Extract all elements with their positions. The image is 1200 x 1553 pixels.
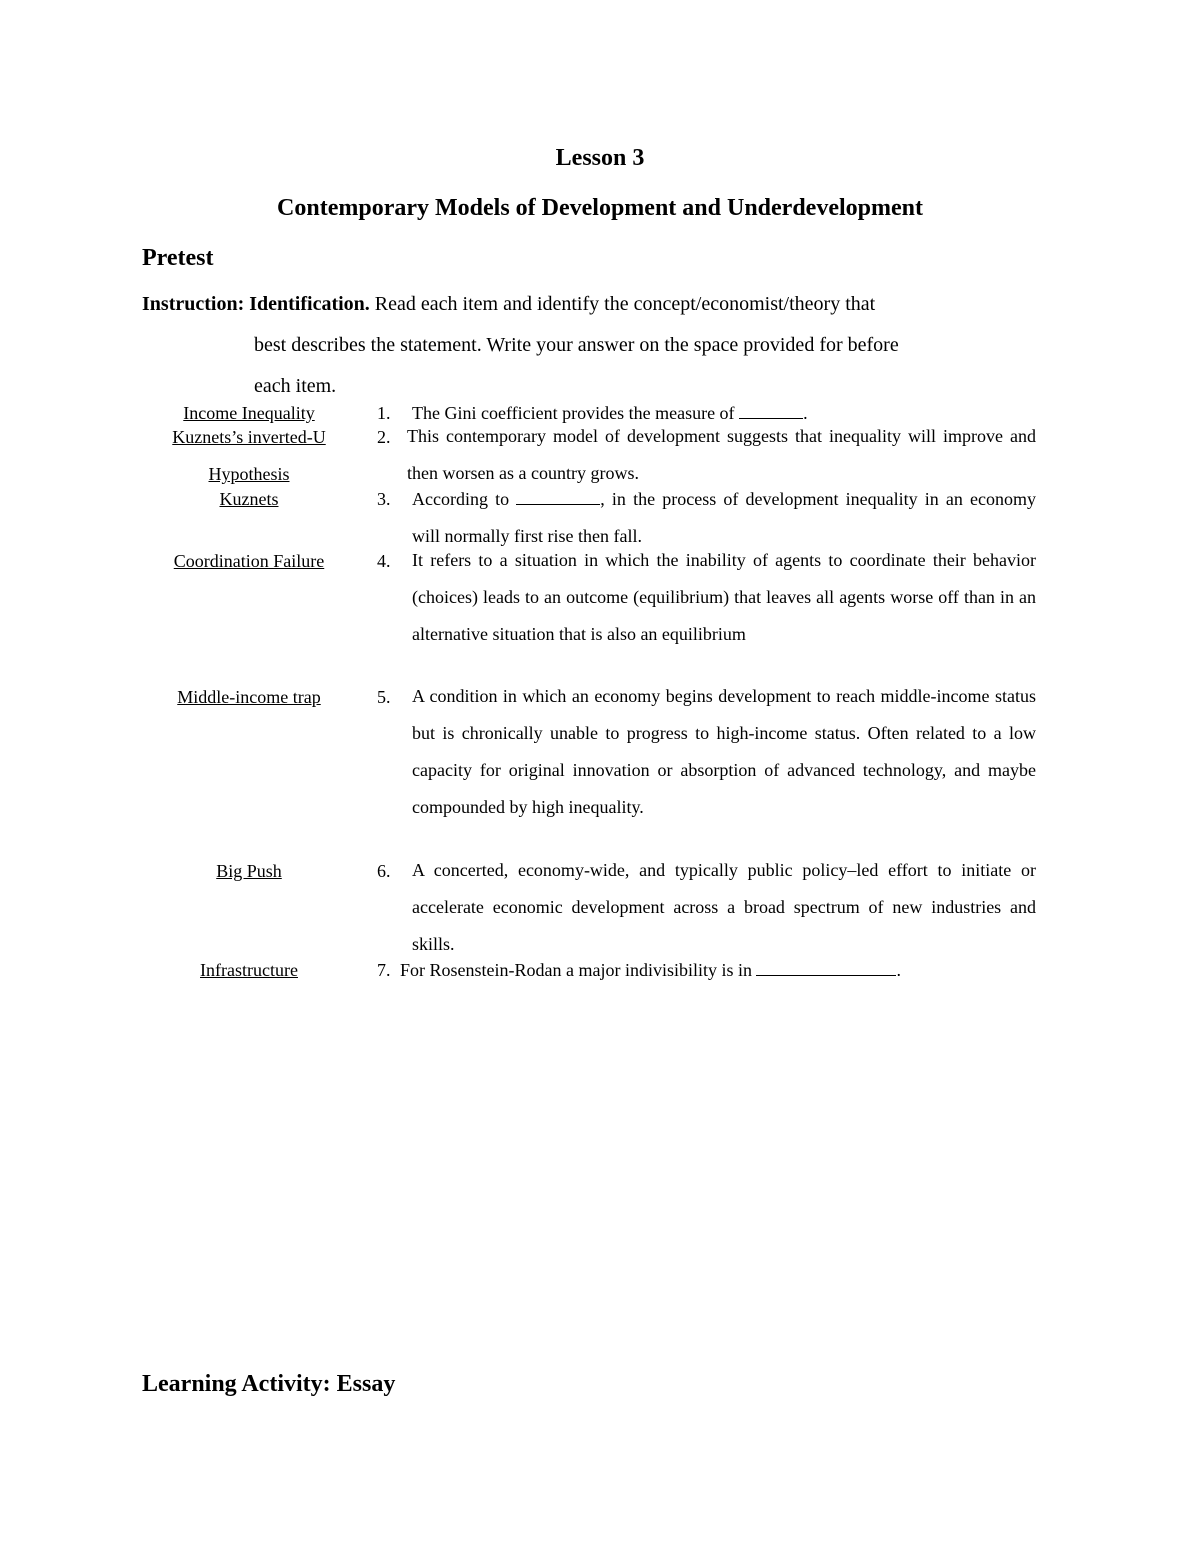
- question-item-7: [400, 959, 1040, 981]
- instruction-line2: best describes the statement. Write your answer on the space provided for before: [254, 334, 899, 356]
- question-item-2: This contemporary model of development suggests that inequality will improve and then worsen as a country grows.: [407, 426, 1036, 483]
- answer-item-2-line1: Kuznets’s inverted-U: [172, 427, 326, 447]
- learning-activity-heading: Learning Activity: Essay: [142, 1371, 396, 1397]
- instruction-line3: each item.: [254, 375, 337, 397]
- pretest-heading: Pretest: [142, 245, 214, 271]
- item-number-6: 6.: [377, 861, 391, 881]
- item-number-2: 2.: [377, 427, 391, 447]
- question-7-text: For Rosenstein-Rodan a major indivisibility is in: [400, 960, 757, 980]
- item-number-3: 3.: [377, 489, 391, 509]
- answer-item-3: Kuznets: [219, 489, 279, 509]
- question-item-4: It refers to a situation in which the inability of agents to coordinate their behavior (choices) leads to an outcome (equilibrium) that leaves all agents worse off than in an alternative situation that is also an equilibrium: [412, 550, 1036, 644]
- instruction-line1: Read each item and identify the concept/economist/theory that: [374, 293, 876, 315]
- question-7-end: .: [896, 960, 901, 980]
- item-number-5: 5.: [377, 687, 391, 707]
- answer-blank-7: [756, 959, 896, 976]
- question-1-end: .: [803, 403, 808, 423]
- answer-item-2-line2: Hypothesis: [208, 464, 290, 484]
- lesson-label: Lesson 3: [555, 145, 645, 171]
- answer-item-5: Middle-income trap: [177, 687, 321, 707]
- answer-blank-3: [516, 488, 600, 505]
- instruction-lead: Instruction: Identification.: [142, 293, 370, 315]
- item-number-7: 7.: [377, 960, 391, 980]
- answer-blank-1: [739, 402, 803, 419]
- question-1-text: The Gini coefficient provides the measure of: [412, 403, 740, 423]
- answer-item-7: Infrastructure: [200, 960, 298, 980]
- answer-item-1: Income Inequality: [183, 403, 315, 423]
- item-number-1: 1.: [377, 403, 391, 423]
- question-item-5: A condition in which an economy begins development to reach middle-income status but is chronically unable to progress to high-income status. Often related to a low capacity for original innovation or absorption of advanced technology, and maybe compounded by high inequality.: [412, 686, 1036, 817]
- answer-item-6: Big Push: [216, 861, 282, 881]
- item-number-4: 4.: [377, 551, 391, 571]
- answer-item-4: Coordination Failure: [173, 551, 325, 571]
- lesson-title: Contemporary Models of Development and Underdevelopment: [277, 195, 923, 221]
- question-item-6: A concerted, economy-wide, and typically public policy–led effort to initiate or accelerate economic development across a broad spectrum of new industries and skills.: [412, 860, 1036, 954]
- question-3-end: , in the process of development inequality in an economy will normally first rise then fall.: [412, 489, 1037, 546]
- instruction-paragraph: [142, 284, 1038, 407]
- question-3-text: According to: [412, 489, 517, 509]
